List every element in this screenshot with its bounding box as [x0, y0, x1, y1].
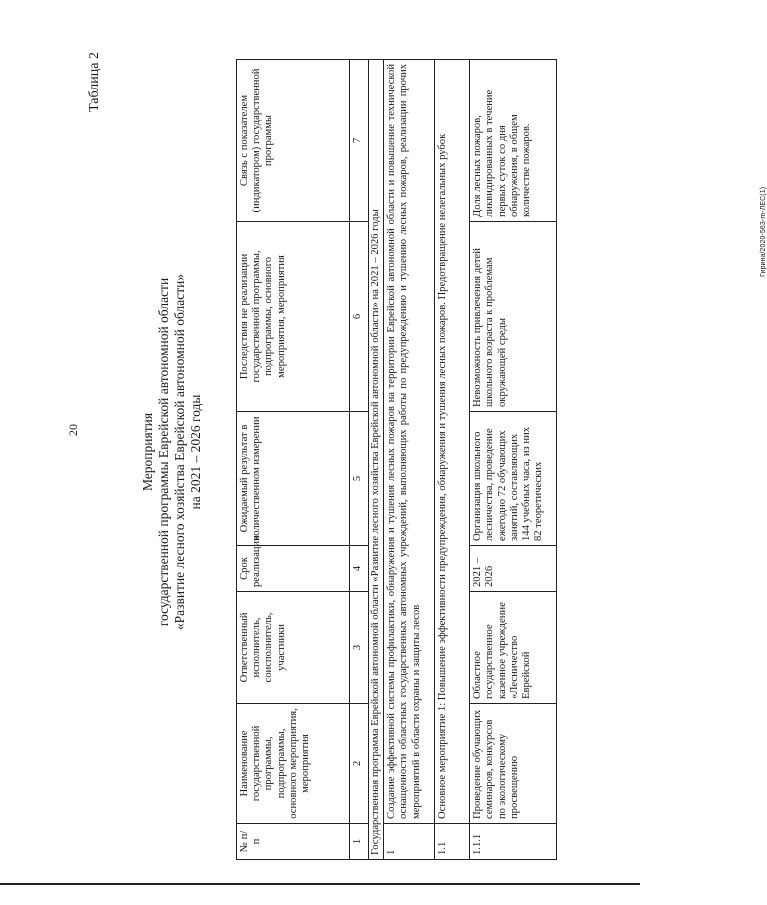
column-number: 7: [350, 60, 369, 222]
row-executor: Областное государственное казенное учреждение «Лесничество Еврейской: [470, 592, 557, 704]
header-cell-indicator: Связь с показателем (индикатором) государственной программы: [237, 60, 350, 222]
goal-number: 1: [384, 824, 435, 860]
table-row: [470, 60, 557, 860]
document-code: Гирина/2020-563-m-ЛЕС(1): [760, 186, 767, 277]
column-number-row: [350, 60, 369, 860]
bottom-border-line: [0, 883, 640, 885]
column-number: 1: [350, 824, 369, 860]
row-result: Организация школьного лесничества, проведение ежегодно 72 обучающих занятий, составляющих 144 учебных часа, из них 82 теоретических: [470, 412, 557, 546]
document-subtitle-line-2: «Развитие лесного хозяйства Еврейской автономной области»: [172, 273, 187, 631]
header-cell-name: Наименование государственной программы, подпрограммы, основного мероприятия, мероприятия: [237, 704, 350, 824]
document-subtitle-line-3: на 2021 – 2026 годы: [188, 394, 203, 510]
header-cell-period: Срок реализации: [237, 546, 350, 592]
row-name: Проведение обучающих семинаров, конкурсов по экологическому просвещению: [470, 704, 557, 824]
column-number: 3: [350, 592, 369, 704]
column-number: 2: [350, 704, 369, 824]
program-title-cell: Государственная программа Еврейской автономной области «Развитие лесного хозяйства Еврейской автономной области» на 2021 – 2026 годы: [369, 60, 384, 860]
rotated-page-content: [80, 32, 767, 872]
goal-row: [384, 60, 435, 860]
main-event-text: Основное мероприятие 1: Повышение эффективности предупреждения, обнаружения и тушения лесных пожаров. Предотвращение нелегальных рубок: [435, 60, 470, 824]
table-label: Таблица 2: [87, 52, 102, 112]
program-row: [369, 60, 384, 860]
events-table: [236, 59, 557, 860]
document-subtitle-line-1: государственной программы Еврейской автономной области: [156, 277, 171, 627]
main-event-number: 1.1: [435, 824, 470, 860]
main-event-row: [435, 60, 470, 860]
column-number: 4: [350, 546, 369, 592]
table-header-row: [237, 60, 350, 860]
header-cell-number: № п/п: [237, 824, 350, 860]
page-number: 20: [66, 424, 80, 436]
header-cell-consequence: Последствия не реализации государственной программы, подпрограммы, основного мероприятия, мероприятия: [237, 222, 350, 412]
row-number: 1.1.1: [470, 824, 557, 860]
row-period: 2021 – 2026: [470, 546, 557, 592]
header-cell-executor: Ответственный исполнитель, соисполнитель, участники: [237, 592, 350, 704]
row-indicator: Доля лесных пожаров, ликвидированных в течение первых суток со дня обнаружения, в общем количестве пожаров.: [470, 60, 557, 222]
document-title: Мероприятия: [140, 412, 155, 492]
column-number: 5: [350, 412, 369, 546]
column-number: 6: [350, 222, 369, 412]
header-cell-result: Ожидаемый результат в количественном измерении: [237, 412, 350, 546]
goal-text: Создание эффективной системы профилактики, обнаружения и тушения лесных пожаров на территории Еврейской автономной области и повышение технической оснащенности областных государственных автономных учреждений, выполняющих работы по предупреждению и тушению лесных пожаров, реализации прочих мероприятий в области охраны и защиты лесов: [384, 60, 435, 824]
row-consequence: Невозможность привлечения детей школьного возраста к проблемам окружающей среды: [470, 222, 557, 412]
